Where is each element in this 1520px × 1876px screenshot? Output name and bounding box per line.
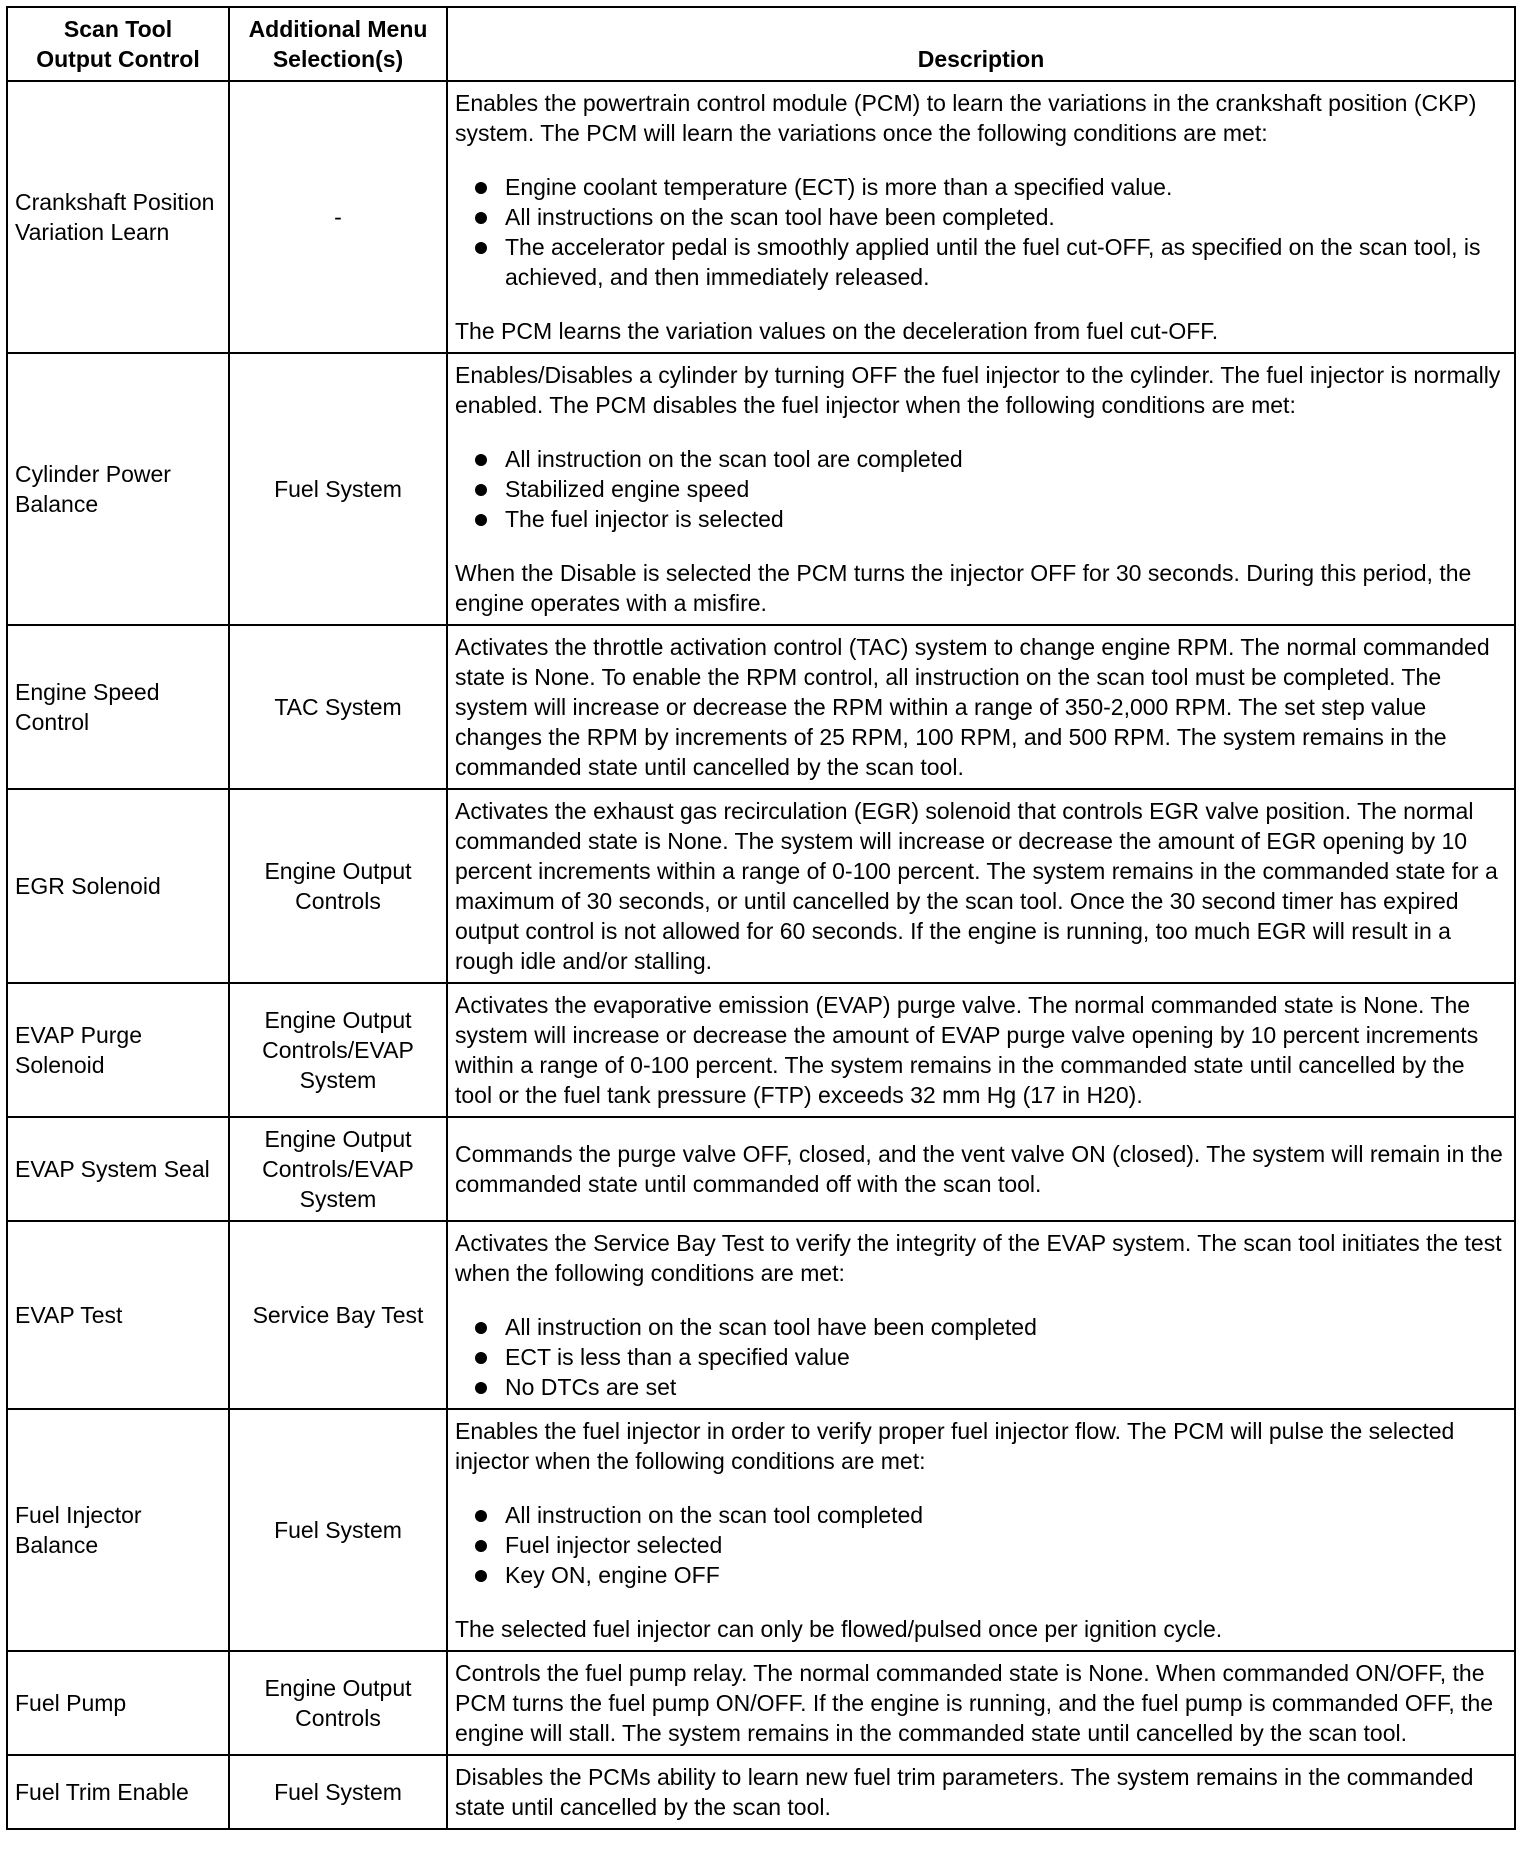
description-cell xyxy=(447,789,1515,983)
header-col1-line2: Output Control xyxy=(36,46,200,72)
menu-selection: - xyxy=(229,81,447,353)
condition-list xyxy=(455,172,1507,292)
description-intro: Enables the fuel injector in order to verify proper fuel injector flow. The PCM will pulse the selected injector when the following conditions are met: xyxy=(455,1418,1455,1474)
header-description: Description xyxy=(447,7,1515,81)
output-control-name: Fuel Injector Balance xyxy=(7,1409,229,1651)
description-text: Activates the exhaust gas recirculation (EGR) solenoid that controls EGR valve position. The normal commanded state is None. The system will increase or decrease the amount of EGR opening by 10 percent increments within a range of 0-100 percent. The system remains in the commanded state for a maximum of 30 seconds, or until cancelled by the scan tool. Once the 30 second timer has expired output control is not allowed for 60 seconds. If the engine is running, too much EGR will result in a rough idle and/or stalling. xyxy=(455,798,1498,974)
menu-selection: Fuel System xyxy=(229,353,447,625)
output-control-name: Crankshaft Position Variation Learn xyxy=(7,81,229,353)
spacer xyxy=(455,148,1507,172)
description-outro: The PCM learns the variation values on the deceleration from fuel cut-OFF. xyxy=(455,318,1219,344)
condition-list xyxy=(455,1312,1507,1402)
spacer xyxy=(455,420,1507,444)
menu-selection: Engine Output Controls/EVAP System xyxy=(229,983,447,1117)
output-control-name: EGR Solenoid xyxy=(7,789,229,983)
description-cell xyxy=(447,1117,1515,1221)
description-intro: Activates the Service Bay Test to verify the integrity of the EVAP system. The scan tool initiates the test when the following conditions are met: xyxy=(455,1230,1502,1286)
description-cell xyxy=(447,81,1515,353)
description-text: Activates the throttle activation control (TAC) system to change engine RPM. The normal commanded state is None. To enable the RPM control, all instruction on the scan tool must be completed. The system will increase or decrease the RPM within a range of 350-2,000 RPM. The set step value changes the RPM by increments of 25 RPM, 100 RPM, and 500 RPM. The system remains in the commanded state until cancelled by the scan tool. xyxy=(455,634,1490,780)
table-row xyxy=(7,1221,1515,1409)
description-intro: Enables the powertrain control module (PCM) to learn the variations in the crankshaft position (CKP) system. The PCM will learn the variations once the following conditions are met: xyxy=(455,90,1477,146)
description-text: Disables the PCMs ability to learn new fuel trim parameters. The system remains in the commanded state until cancelled by the scan tool. xyxy=(455,1764,1474,1820)
header-additional-menu-selections xyxy=(229,7,447,81)
output-control-name: Engine Speed Control xyxy=(7,625,229,789)
spacer xyxy=(455,1590,1507,1614)
spacer xyxy=(455,1476,1507,1500)
spacer xyxy=(455,292,1507,316)
description-cell xyxy=(447,625,1515,789)
table-row xyxy=(7,1651,1515,1755)
menu-selection: Fuel System xyxy=(229,1755,447,1829)
header-row xyxy=(7,7,1515,81)
table-row xyxy=(7,625,1515,789)
description-text: Activates the evaporative emission (EVAP) purge valve. The normal commanded state is None. The system will increase or decrease the amount of EVAP purge valve opening by 10 percent increments within a range of 0-100 percent. The system remains in the commanded state until cancelled by the tool or the fuel tank pressure (FTP) exceeds 32 mm Hg (17 in H20). xyxy=(455,992,1479,1108)
table-row xyxy=(7,353,1515,625)
description-cell xyxy=(447,1409,1515,1651)
spacer xyxy=(455,534,1507,558)
menu-selection: Engine Output Controls xyxy=(229,789,447,983)
condition-item: The fuel injector is selected xyxy=(455,504,1507,534)
output-control-name: Fuel Trim Enable xyxy=(7,1755,229,1829)
condition-item: Engine coolant temperature (ECT) is more than a specified value. xyxy=(455,172,1507,202)
header-col2-line1: Additional Menu xyxy=(248,16,428,42)
description-cell xyxy=(447,1755,1515,1829)
condition-item: All instruction on the scan tool are completed xyxy=(455,444,1507,474)
table-row xyxy=(7,81,1515,353)
header-col1-line1: Scan Tool xyxy=(63,16,173,42)
table-row xyxy=(7,1117,1515,1221)
description-intro: Enables/Disables a cylinder by turning OFF the fuel injector to the cylinder. The fuel injector is normally enabled. The PCM disables the fuel injector when the following conditions are met: xyxy=(455,362,1501,418)
menu-selection: Service Bay Test xyxy=(229,1221,447,1409)
condition-item: No DTCs are set xyxy=(455,1372,1507,1402)
description-text: Commands the purge valve OFF, closed, and the vent valve ON (closed). The system will remain in the commanded state until commanded off with the scan tool. xyxy=(455,1141,1503,1197)
condition-item: The accelerator pedal is smoothly applied until the fuel cut-OFF, as specified on the scan tool, is achieved, and then immediately released. xyxy=(455,232,1507,292)
condition-list xyxy=(455,444,1507,534)
description-cell xyxy=(447,983,1515,1117)
table-row xyxy=(7,789,1515,983)
condition-list xyxy=(455,1500,1507,1590)
header-scan-tool-output-control xyxy=(7,7,229,81)
menu-selection: TAC System xyxy=(229,625,447,789)
condition-item: All instructions on the scan tool have been completed. xyxy=(455,202,1507,232)
description-cell xyxy=(447,1221,1515,1409)
condition-item: Fuel injector selected xyxy=(455,1530,1507,1560)
output-control-name: EVAP Test xyxy=(7,1221,229,1409)
table-row xyxy=(7,1409,1515,1651)
description-cell xyxy=(447,1651,1515,1755)
description-outro: When the Disable is selected the PCM turns the injector OFF for 30 seconds. During this period, the engine operates with a misfire. xyxy=(455,560,1472,616)
output-control-name: EVAP System Seal xyxy=(7,1117,229,1221)
table-row xyxy=(7,983,1515,1117)
menu-selection: Engine Output Controls xyxy=(229,1651,447,1755)
description-cell xyxy=(447,353,1515,625)
output-control-name: Cylinder Power Balance xyxy=(7,353,229,625)
description-outro: The selected fuel injector can only be flowed/pulsed once per ignition cycle. xyxy=(455,1616,1223,1642)
description-text: Controls the fuel pump relay. The normal commanded state is None. When commanded ON/OFF, the PCM turns the fuel pump ON/OFF. If the engine is running, and the fuel pump is commanded OFF, the engine will stall. The system remains in the commanded state until cancelled by the scan tool. xyxy=(455,1660,1494,1746)
spacer xyxy=(455,1288,1507,1312)
output-control-name: EVAP Purge Solenoid xyxy=(7,983,229,1117)
condition-item: Key ON, engine OFF xyxy=(455,1560,1507,1590)
condition-item: All instruction on the scan tool have been completed xyxy=(455,1312,1507,1342)
output-control-name: Fuel Pump xyxy=(7,1651,229,1755)
output-controls-table xyxy=(6,6,1516,1830)
condition-item: All instruction on the scan tool completed xyxy=(455,1500,1507,1530)
condition-item: ECT is less than a specified value xyxy=(455,1342,1507,1372)
menu-selection: Fuel System xyxy=(229,1409,447,1651)
menu-selection: Engine Output Controls/EVAP System xyxy=(229,1117,447,1221)
condition-item: Stabilized engine speed xyxy=(455,474,1507,504)
table-row xyxy=(7,1755,1515,1829)
header-col2-line2: Selection(s) xyxy=(272,46,404,72)
